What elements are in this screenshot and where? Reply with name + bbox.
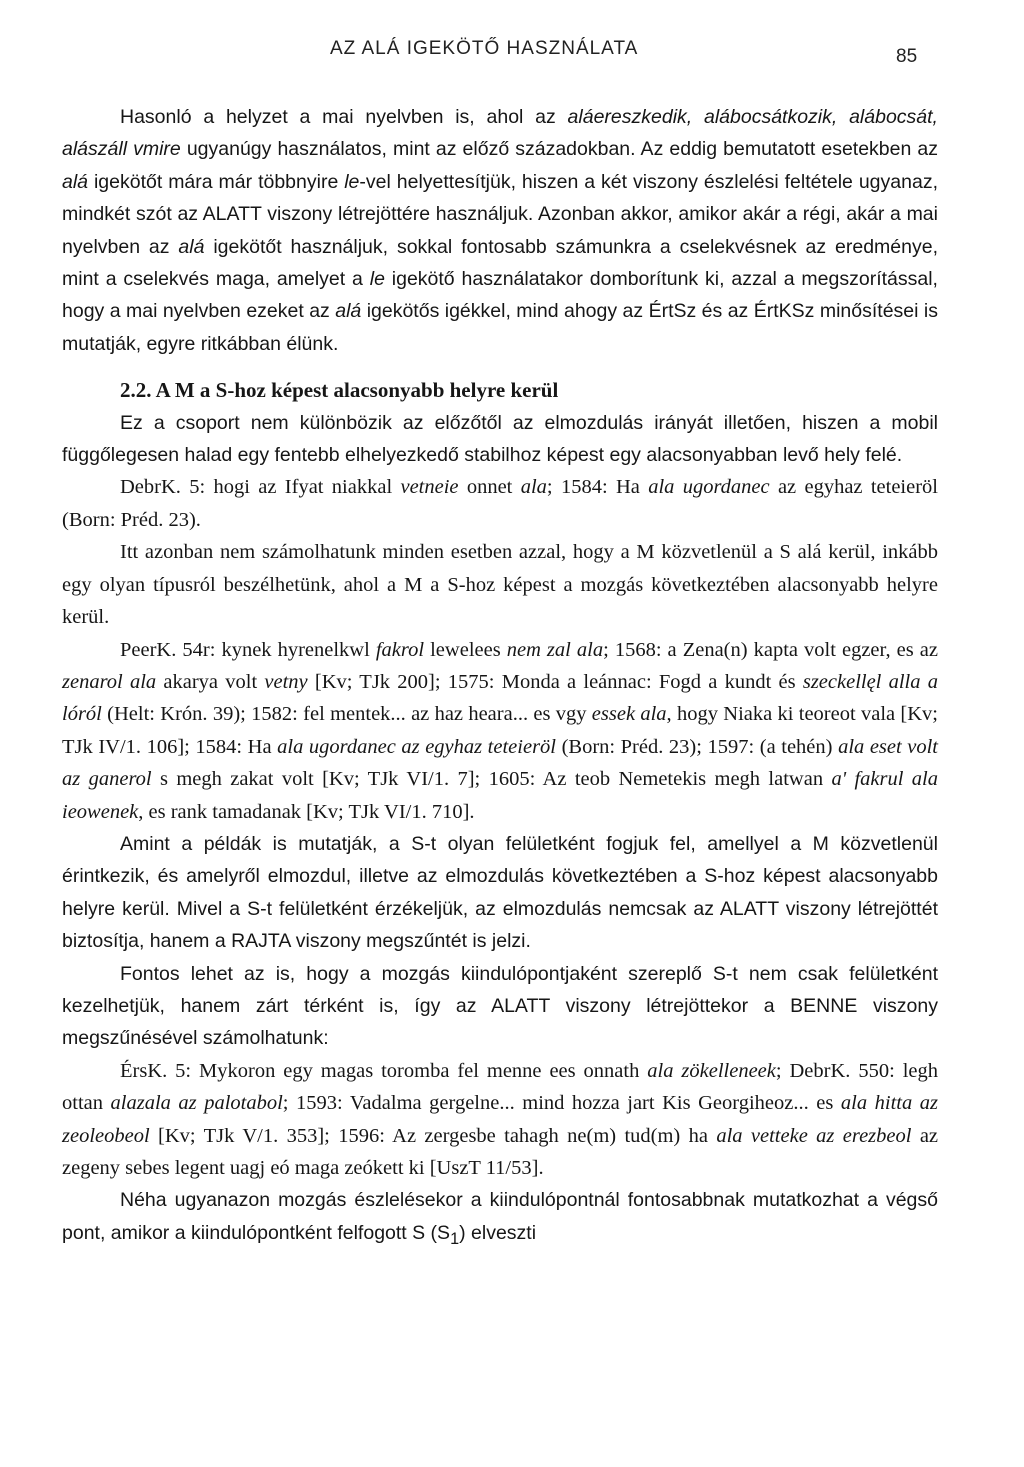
italic-citation-text: ala hitta az zeoleobeol — [62, 1092, 938, 1147]
text-segment: DebrK. 5: hogi az Ifyat niakkal — [120, 476, 401, 499]
text-segment: lewelees — [424, 638, 507, 661]
italic-citation-text: nem zal ala — [506, 638, 604, 661]
text-segment: az zegeny sebes legent uagj eó maga zeókett ki [UszT 11/53]. — [62, 1124, 939, 1179]
italic-citation-text: le — [369, 268, 385, 291]
text-segment: Fontos lehet az is, hogy a mozgás kiindulópontjaként szereplő S-t nem csak felületként kezelhetjük, hanem zárt térként is, így az ALATT viszony létrejöttekor a BENNE viszony megszűnésével számolhatunk: — [62, 962, 938, 1050]
text-segment: ) elveszti — [459, 1221, 537, 1244]
text-segment: 1 — [450, 1229, 460, 1248]
page-number: 85 — [896, 46, 918, 67]
paragraph — [62, 958, 938, 1055]
paragraph — [62, 536, 938, 633]
italic-citation-text: aláereszkedik, alábocsátkozik, alábocsát, alászáll vmire — [62, 106, 938, 161]
text-segment: (Helt: Krón. 39); 1582: fel mentek... az haz heara... es vgy — [101, 703, 592, 726]
text-segment: Néha ugyanazon mozgás észlelésekor a kiindulópontnál fontosabbnak mutatkozhat a végső pont, amikor a kiindulópontként felfogott S (S — [62, 1189, 938, 1244]
text-segment: -vel helyettesítjük, hiszen a két viszony észlelési feltétele ugyanaz, mindkét szót az ALATT viszony létrejöttére használjuk. Azonban akkor, amikor akár a régi, akár a mai nyelvben az — [62, 170, 938, 258]
italic-citation-text: alá — [178, 235, 205, 258]
paragraph — [62, 828, 938, 958]
paragraph — [62, 1184, 938, 1255]
text-segment: (Born: Préd. 23); 1597: (a tehén) — [556, 735, 839, 758]
italic-citation-text: essek ala — [591, 703, 667, 726]
text-segment: PeerK. 54r: kynek hyrenelkwl — [120, 638, 376, 661]
italic-citation-text: ala eset volt az ganerol — [62, 735, 939, 791]
paragraph — [62, 471, 938, 536]
text-segment: igekötőt használjuk, sokkal fontosabb számunkra a cselekvésnek az eredménye, mint a cselekvés maga, amelyet a — [62, 235, 938, 291]
text-segment: Ez a csoport nem különbözik az előzőtől az elmozdulás irányát illetően, hiszen a mobil függőlegesen halad egy fentebb elhelyezkedő stabilhoz képest egy alacsonyabban levő hely felé. — [62, 411, 938, 467]
italic-citation-text: ala zökelleneek — [647, 1059, 776, 1082]
text-segment: [Kv; TJk V/1. 353]; 1596: Az zergesbe tahagh ne(m) tud(m) ha — [149, 1124, 717, 1147]
running-title: AZ ALÁ IGEKÖTŐ HASZNÁLATA — [330, 38, 639, 59]
italic-citation-text: a' fakrul ala ieowenek — [62, 768, 938, 823]
text-segment: , hogy Niaka ki teoreot vala [Kv; TJk IV/1. 106]; 1584: Ha — [62, 703, 938, 758]
text-segment: onnet — [458, 476, 521, 499]
text-segment: ; DebrK. 550: legh ottan — [62, 1059, 938, 1115]
italic-citation-text: ala ugordanec az egyhaz teteieröl — [277, 735, 556, 758]
text-segment: s megh zakat volt [Kv; TJk VI/1. 7]; 1605: Az teob Nemetekis megh latwan — [151, 768, 832, 791]
italic-citation-text: alá — [335, 300, 362, 323]
italic-citation-text: vetneie — [400, 476, 459, 499]
text-segment: Itt azonban nem számolhatunk minden esetben azzal, hogy a M közvetlenül a S alá kerül, inkább egy olyan típusról beszélhetünk, ahol a M a S-hoz képest a mozgás következtében alacsonyabb helyre kerül. — [62, 541, 938, 629]
text-segment: akarya volt — [156, 670, 265, 693]
italic-citation-text: ala vetteke az erezbeol — [716, 1124, 912, 1147]
paragraph — [62, 101, 938, 360]
intro-paragraphs — [62, 101, 938, 360]
italic-citation-text: szeckellęl alla a lóról — [62, 670, 938, 726]
italic-citation-text: vetny — [264, 670, 308, 693]
text-segment: , es rank tamadanak [Kv; TJk VI/1. 710]. — [138, 800, 475, 823]
text-segment: igekötő használatakor domborítunk ki, azzal a megszorítással, hogy a mai nyelvben ezeket az — [62, 268, 938, 323]
text-segment: Hasonló a helyzet a mai nyelvben is, ahol az — [120, 106, 568, 128]
paragraph — [62, 407, 938, 472]
text-segment: az egyhaz teteieröl (Born: Préd. 23). — [62, 476, 938, 531]
text-segment: igekötős igékkel, mind ahogy az ÉrtSz és az ÉrtKSz minősítései is mutatják, egyre ritkábban élünk. — [62, 300, 938, 355]
section-gap — [62, 360, 938, 374]
text-segment: [Kv; TJk 200]; 1575: Monda a leánnac: Fogd a kundt és — [307, 670, 803, 693]
italic-citation-text: fakrol — [375, 638, 425, 661]
italic-citation-text: le — [344, 170, 360, 193]
paragraph — [62, 1055, 938, 1185]
italic-citation-text: ala ugordanec — [648, 476, 770, 499]
text-segment: ; 1593: Vadalma gergelne... mind hozza jart Kis Georgiheoz... es — [282, 1092, 841, 1115]
text-segment: ; 1568: a Zena(n) kapta volt egzer, es az — [603, 638, 938, 661]
italic-citation-text: alá — [62, 170, 89, 193]
text-segment: igekötőt mára már többnyire — [88, 170, 345, 193]
text-segment: ugyanúgy használatos, mint az előző századokban. Az eddig bemutatott esetekben az — [180, 138, 938, 161]
italic-citation-text: zenarol ala — [62, 670, 157, 693]
section-heading: 2.2. A M a S-hoz képest alacsonyabb helyre kerül — [120, 378, 559, 403]
text-segment: Amint a példák is mutatják, a S-t olyan felületként fogjuk fel, amellyel a M közvetlenül érintkezik, és amelyről elmozdul, illetve az elmozdulás következtében a S-hoz képest alacsonyabb helyre kerül. Mivel a S-t felületként érzékeljük, az elmozdulás nemcsak az ALATT viszony létrejöttét biztosítja, hanem a RAJTA viszony megszűntét is jelzi. — [62, 832, 938, 953]
paragraph — [62, 634, 938, 828]
section-paragraphs — [62, 407, 938, 1255]
text-segment: ÉrsK. 5: Mykoron egy magas toromba fel menne ees onnath — [120, 1059, 648, 1082]
body-text — [62, 101, 938, 1255]
italic-citation-text: alazala az palotabol — [110, 1092, 283, 1115]
italic-citation-text: ala — [520, 476, 547, 499]
text-segment: ; 1584: Ha — [546, 476, 649, 499]
